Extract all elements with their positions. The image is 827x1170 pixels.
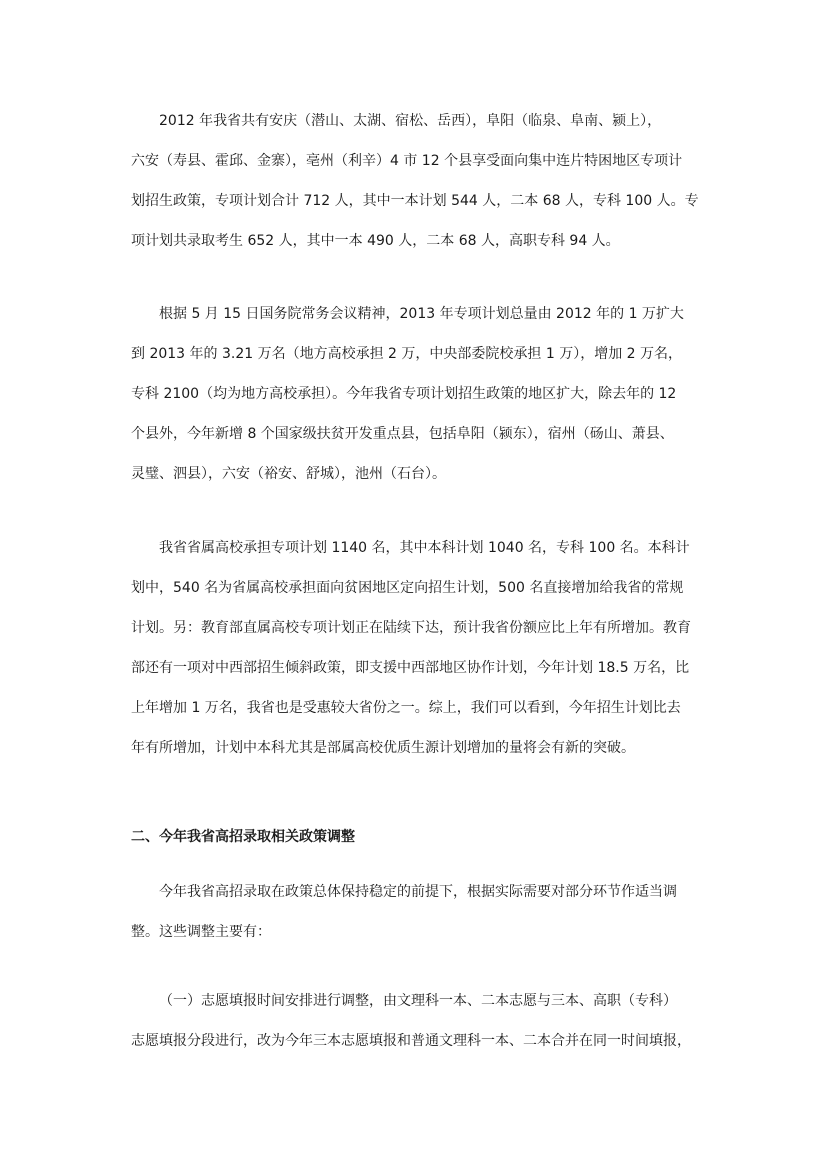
text-line: 划中，540 名为省属高校承担面向贫困地区定向招生计划，500 名直接增加给我省的常规 xyxy=(131,580,684,596)
text-line: 上年增加 1 万名，我省也是受惠较大省份之一。综上，我们可以看到，今年招生计划比去 xyxy=(131,700,681,716)
text-line: 2012 年我省共有安庆（潜山、太湖、宿松、岳西），阜阳（临泉、阜南、颍上）， xyxy=(159,113,662,129)
text-line: 志愿填报分段进行，改为今年三本志愿填报和普通文理科一本、二本合并在同一时间填报， xyxy=(131,1033,691,1049)
text-line: 个县外，今年新增 8 个国家级扶贫开发重点县，包括阜阳（颍东），宿州（砀山、萧县、 xyxy=(131,426,674,442)
section-title: 二、今年我省高招录取相关政策调整 xyxy=(131,829,355,845)
text-line: 专科 2100（均为地方高校承担）。今年我省专项计划招生政策的地区扩大，除去年的 12 xyxy=(131,386,677,402)
text-line: 划招生政策，专项计划合计 712 人，其中一本计划 544 人，二本 68 人，专科 100 人。专 xyxy=(131,193,699,209)
text-line: 项计划共录取考生 652 人，其中一本 490 人，二本 68 人，高职专科 94 人。 xyxy=(131,233,620,249)
text-line: 六安（寿县、霍邱、金寨），亳州（利辛）4 市 12 个县享受面向集中连片特困地区专项计 xyxy=(131,153,683,169)
text-line: 我省省属高校承担专项计划 1140 名，其中本科计划 1040 名，专科 100 名。本科计 xyxy=(159,540,690,556)
text-line: 年有所增加，计划中本科尤其是部属高校优质生源计划增加的量将会有新的突破。 xyxy=(131,740,635,756)
text-line: 计划。另：教育部直属高校专项计划正在陆续下达，预计我省份额应比上年有所增加。教育 xyxy=(131,620,691,636)
text-line: （一）志愿填报时间安排进行调整，由文理科一本、二本志愿与三本、高职（专科） xyxy=(159,993,677,1009)
text-line: 到 2013 年的 3.21 万名（地方高校承担 2 万，中央部委院校承担 1 万），增加 2 万名， xyxy=(131,346,683,362)
text-line: 根据 5 月 15 日国务院常务会议精神，2013 年专项计划总量由 2012 年的 1 万扩大 xyxy=(159,306,684,322)
text-line: 整。这些调整主要有： xyxy=(131,924,271,940)
text-line: 灵璧、泗县），六安（裕安、舒城），池州（石台）。 xyxy=(131,466,446,482)
text-line: 部还有一项对中西部招生倾斜政策，即支援中西部地区协作计划，今年计划 18.5 万名，比 xyxy=(131,660,690,676)
text-line: 今年我省高招录取在政策总体保持稳定的前提下，根据实际需要对部分环节作适当调 xyxy=(159,884,677,900)
